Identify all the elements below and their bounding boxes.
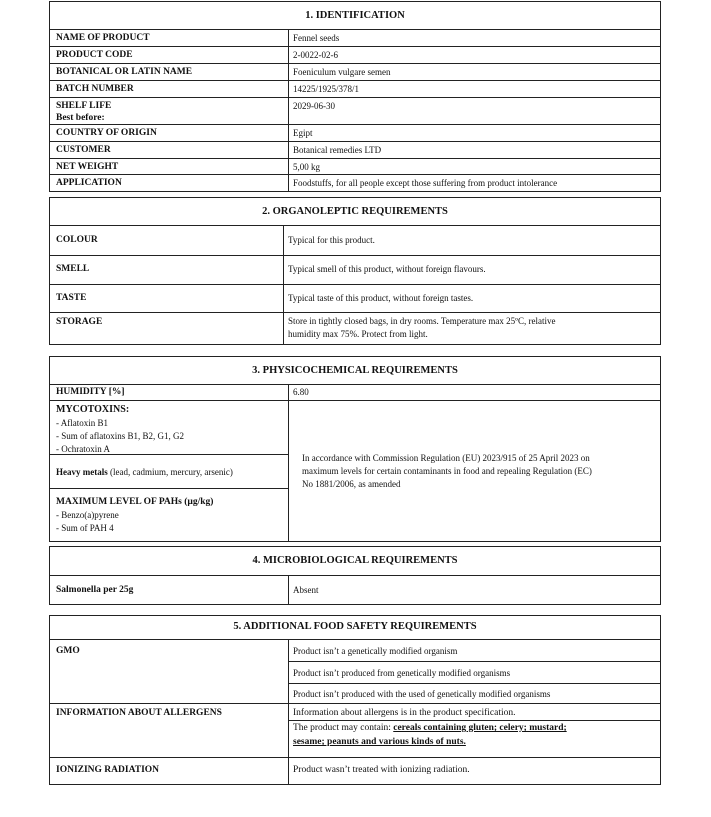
label-net-weight: NET WEIGHT — [56, 162, 119, 172]
value-smell: Typical smell of this product, without foreign flavours. — [288, 264, 486, 274]
identification-section — [49, 1, 661, 192]
value-storage-line1: Store in tightly closed bags, in dry rooms. Temperature max 25ºC, relative — [288, 316, 556, 326]
label-application: APPLICATION — [56, 178, 122, 188]
physicochemical-section — [49, 356, 661, 542]
value-botanical-name: Foeniculum vulgare semen — [293, 67, 391, 77]
label-colour: COLOUR — [56, 235, 98, 245]
value-taste: Typical taste of this product, without foreign tastes. — [288, 293, 474, 303]
section-title: 3. PHYSICOCHEMICAL REQUIREMENTS — [252, 365, 458, 376]
label-storage: STORAGE — [56, 317, 103, 327]
regulation-line: maximum levels for certain contaminants in food and repealing Regulation (EC) — [302, 466, 592, 476]
microbiological-section — [49, 546, 661, 605]
value-salmonella: Absent — [293, 585, 319, 595]
label-product-code: PRODUCT CODE — [56, 50, 133, 60]
allergens-prefix: The product may contain: — [293, 723, 394, 733]
regulation-line: No 1881/2006, as amended — [302, 479, 401, 489]
value-ionizing-radiation: Product wasn’t treated with ionizing radiation. — [293, 765, 470, 775]
pah-item: - Sum of PAH 4 — [56, 523, 114, 533]
label-taste: TASTE — [56, 293, 87, 303]
label-gmo: GMO — [56, 646, 80, 656]
additional-section — [49, 615, 661, 785]
value-product-code: 2-0022-02-6 — [293, 50, 338, 60]
gmo-value: Product isn’t a genetically modified organism — [293, 646, 458, 656]
allergens-list-row — [293, 737, 466, 747]
regulation-line: In accordance with Commission Regulation (EU) 2023/915 of 25 April 2023 on — [302, 453, 590, 463]
gmo-value: Product isn’t produced from genetically modified organisms — [293, 668, 511, 678]
label-allergens: INFORMATION ABOUT ALLERGENS — [56, 708, 222, 718]
allergens-list-2: sesame; peanuts and various kinds of nuts. — [293, 737, 466, 747]
allergens-list-1: cereals containing gluten; celery; mustard; — [393, 723, 567, 733]
organoleptic-section — [49, 197, 661, 345]
label-customer: CUSTOMER — [56, 145, 111, 155]
mycotoxin-item: - Sum of aflatoxins B1, B2, G1, G2 — [56, 431, 184, 441]
section-title: 1. IDENTIFICATION — [305, 10, 405, 21]
label-mycotoxins: MYCOTOXINS: — [56, 404, 130, 415]
label-salmonella: Salmonella per 25g — [56, 585, 134, 595]
allergens-contains-row — [293, 723, 567, 733]
label-country-of-origin: COUNTRY OF ORIGIN — [56, 128, 157, 138]
section-title: 4. MICROBIOLOGICAL REQUIREMENTS — [252, 555, 458, 566]
label-best-before: Best before: — [56, 113, 105, 123]
gmo-value: Product isn’t produced with the used of genetically modified organisms — [293, 689, 551, 699]
label-ionizing-radiation: IONIZING RADIATION — [56, 765, 160, 775]
label-pah: MAXIMUM LEVEL OF PAHs (µg/kg) — [56, 497, 214, 507]
label-heavy-metals: Heavy metals — [56, 467, 108, 477]
label-shelf-life: SHELF LIFE — [56, 101, 112, 111]
heavy-metals-row — [56, 467, 233, 477]
value-storage-line2: humidity max 75%. Protect from light. — [288, 329, 428, 339]
value-net-weight: 5,00 kg — [293, 162, 320, 172]
pah-item: - Benzo(a)pyrene — [56, 510, 119, 520]
value-colour: Typical for this product. — [288, 235, 375, 245]
section-title: 2. ORGANOLEPTIC REQUIREMENTS — [262, 206, 448, 217]
label-humidity: HUMIDITY [%] — [56, 387, 125, 397]
value-humidity: 6.80 — [293, 387, 309, 397]
value-customer: Botanical remedies LTD — [293, 145, 382, 155]
section-title: 5. ADDITIONAL FOOD SAFETY REQUIREMENTS — [233, 621, 477, 632]
label-botanical-name: BOTANICAL OR LATIN NAME — [56, 67, 193, 77]
mycotoxin-item: - Aflatoxin B1 — [56, 418, 108, 428]
value-country-of-origin: Egipt — [293, 128, 313, 138]
value-shelf-life: 2029-06-30 — [293, 101, 335, 111]
heavy-metals-detail: (lead, cadmium, mercury, arsenic) — [107, 467, 233, 477]
value-name-of-product: Fennel seeds — [293, 33, 340, 43]
value-batch-number: 14225/1925/378/1 — [293, 84, 360, 94]
allergens-info: Information about allergens is in the product specification. — [293, 708, 516, 718]
label-smell: SMELL — [56, 264, 90, 274]
mycotoxin-item: - Ochratoxin A — [56, 444, 110, 454]
label-batch-number: BATCH NUMBER — [56, 84, 134, 94]
value-application: Foodstuffs, for all people except those suffering from product intolerance — [293, 178, 558, 188]
label-name-of-product: NAME OF PRODUCT — [56, 33, 150, 43]
